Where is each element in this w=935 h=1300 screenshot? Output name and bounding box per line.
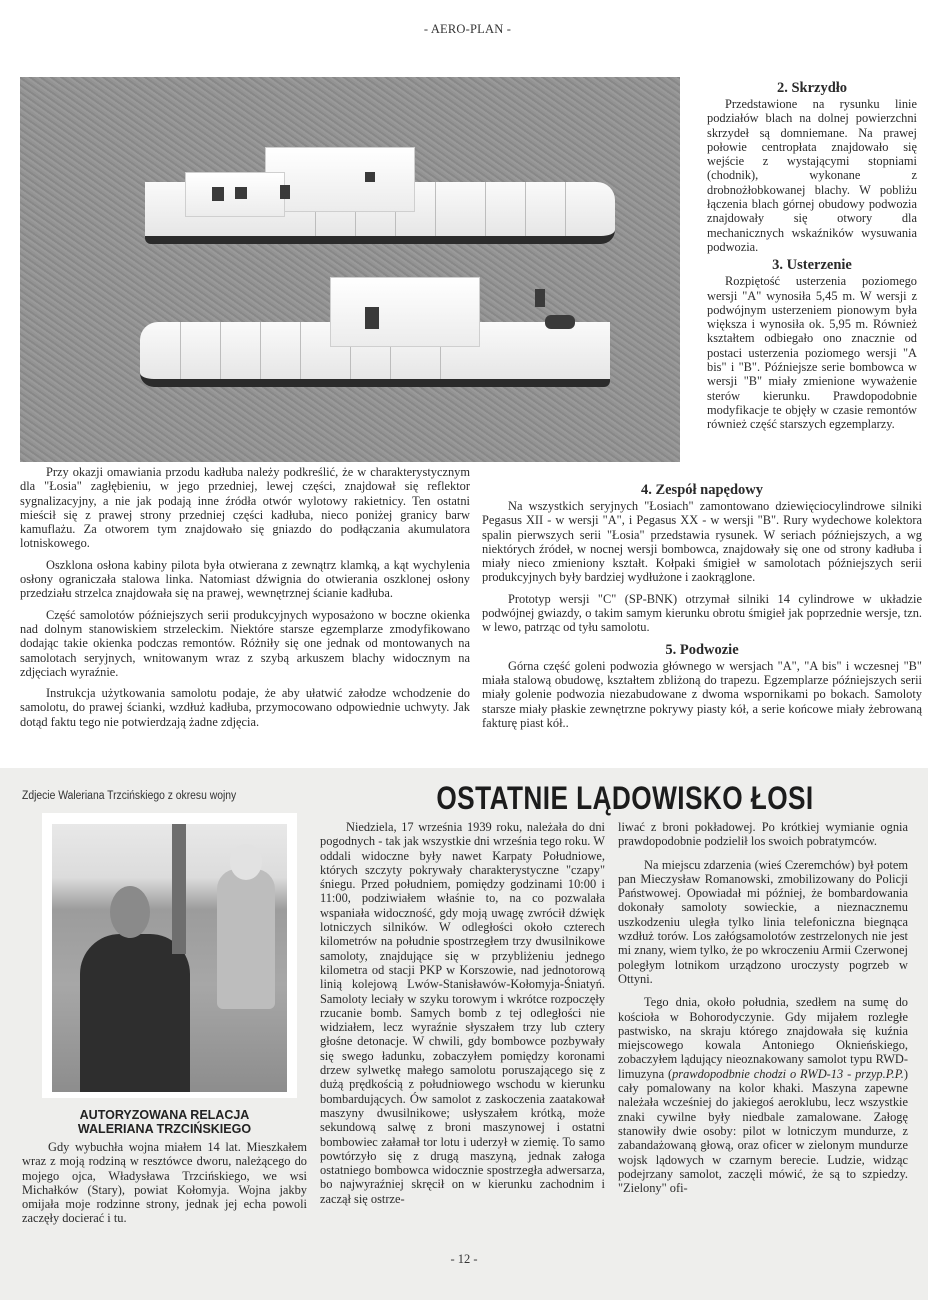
photo-caption: Zdjecie Waleriana Trzcińskiego z okresu wojny	[22, 790, 237, 802]
article-middle-column	[320, 820, 605, 1206]
running-head: - AERO-PLAN -	[423, 22, 512, 36]
right-wide-column	[482, 482, 922, 737]
paragraph: Oszklona osłona kabiny pilota była otwierana z zewnątrz klamką, a kąt wychylenia osłony ograniczała stalowa linka. Natomiast dźwignia do otwierania oszklonej osłony przedziału strzelca znajdowała się na prawej, wewnętrznej ścianie kadłuba.	[20, 557, 470, 601]
left-text-column	[20, 465, 470, 736]
section-heading-tail: 3. Usterzenie	[772, 257, 852, 274]
paragraph: Gdy wybuchła wojna miałem 14 lat. Mieszkałem wraz z moją rodziną w resztówce dworu, należącego do mojego ojca, Władysława Trzcińskiego, we wsi Michałków (Stary), powiat Kołomyja. Wojna jakby omijała moje rodzinne strony, jednak jej echa powoli zaczęły docierać i tu.	[22, 1140, 307, 1226]
article-ostatnie-ladowisko	[0, 768, 928, 1300]
child-figure	[217, 869, 275, 1009]
article-title: OSTATNIE LĄDOWISKO ŁOSI	[436, 780, 814, 816]
paragraph: liwać z broni pokładowej. Po krótkiej wymianie ognia prawdopodobnie podzielił los swoich pobratymców.	[618, 820, 908, 849]
man-head	[110, 886, 150, 938]
paragraph: Na miejscu zdarzenia (wieś Czeremchów) był potem pan Mieczysław Romanowski, zmobilizowany do Policji Państwowej. Opowiadał mi później, że bombardowania dokonały samoloty sowieckie, a nieznacznemu uszkodzeniu uległa tylko linia telefoniczna biegnąca wzdłuż torów. Los załógsamolotów zestrzelonych nie jest mi znany, wiem tylko, że po wkroczeniu Armii Czerwonej poległym lotnikom urządzono uroczysty pogrzeb w Ottyni.	[618, 857, 908, 986]
paragraph: Niedziela, 17 września 1939 roku, należała do dni pogodnych - tak jak wszystkie dni września tego roku. W oddali widoczne były nawet Karpaty Południowe, których szczyty pokrywały charakterystyczne "czapy" śniegu. Przed południem, pomiędzy godzinami 10:00 i 11:00, podziwiałem właśnie to, na co pozwalała wspaniała widoczność, gdy moją uwagę zwrócił dźwięk lotniczych silników. W odległości około czterech kilometrów na południe spostrzegłem trzy dwusilnikowe samoloty, znajdujące się w przybliżeniu jednego kilometra od stacji PKP w Korszowie, nad jednotorową linią kolejową Lwów-Stanisławów-Kołomyja-Śniatyń. Samoloty leciały w szyku torowym i wkrótce rozpoczęły rzucanie bomb. Samych bomb z tej odległości nie widziałem, lecz wyraźnie słyszałem trzy lub cztery głośne detonacje. W chwili, gdy bombowce pozbywały się swego ładunku, zobaczyłem pomiędzy koronami drzew sylwetkę małego samolotu poruszającego się z dużą prędkością z południowego wschodu w kierunku bombardujących. Ów samolot z zaskoczenia zaatakował maszyny dwusilnikowe; usłyszałem krótką, może sekundową salwę z broni maszynowej i ostatni bombowiec załamał tor lotu i uderzył w ziemię. To samo powtórzyło się z drugą maszyną, jednak załoga ostatniego bombowca widocznie spostrzegła adwersarza, bo najwyraźniej skręcił on w kierunku zachodnim i zaczął się ostrze-	[320, 820, 605, 1206]
paragraph: Górna część goleni podwozia głównego w wersjach "A", "A bis" i wczesnej "B" miała stalową obudowę, kształtem zbliżoną do trapezu. Egzemplarze późniejszych serii miały golenie podwozia niezabudowane z dwoma wspornikami po bokach. Samoloty starsze miały płaskie zewnętrzne pokrywy piasty kół, a serie końcowe miały żebrowaną fakturę piast kół..	[482, 658, 922, 730]
paragraph: Tego dnia, około południa, szedłem na sumę do kościoła w Bohorodyczynie. Gdy mijałem rozległe pastwisko, na skraju którego znajdowała się kuźnia miejscowego kowala Antoniego Oknieńskiego, zobaczyłem lądujący nieoznakowany samolot typu RWD-limuzyna (prawdopodbnie chodzi o RWD-13 - przyp.P.P.) cały pomalowany na kolor khaki. Maszyna zapewne należała wcześniej do jakiegoś aeroklubu, lecz wszystkie znaki cywilne były niedbale zamalowane. Załogę stanowiły dwie osoby: pilot w lotniczym mundurze, z zabandażowaną głową, oraz oficer w zielonym mundurze wojsk lądowych w czarnym berecie. Ludzie, widząc podejrzany samolot, zaczęli mówić, że są to szpiedzy. "Zielony" ofi-	[618, 995, 908, 1196]
section-heading-wing: 2. Skrzydło	[776, 80, 848, 96]
editor-note: prawdopodbnie chodzi o RWD-13 - przyp.P.P.	[672, 1066, 904, 1081]
article-intro	[22, 1140, 307, 1226]
fuselage-models-photo	[20, 77, 680, 462]
article-subhead: AUTORYZOWANA RELACJA WALERIANA TRZCIŃSKIEGO	[77, 1108, 252, 1136]
tree-trunk	[172, 824, 186, 954]
man-figure	[80, 934, 190, 1092]
paragraph: Instrukcja użytkowania samolotu podaje, że aby ułatwić załodze wchodzenie do samolotu, do prawej ścianki, wzdłuż kadłuba, przymocowano odpowiednie uchwyty. Jak dotąd faktu tego nie potwierdzają żadne zdjęcia.	[20, 686, 470, 729]
section-heading-powerplant: 4. Zespół napędowy	[640, 482, 764, 498]
page-number: - 12 -	[450, 1252, 478, 1266]
paragraph: Część samolotów późniejszych serii produkcyjnych wyposażono w boczne okienka nad dolnym stanowiskiem strzeleckim. Niektóre starsze egzemplarze zmodyfikowano dodając takie okienka podczas remontów. Różniły się one jednak od montowanych na samolotach seryjnych, wnitowanym wraz z szybą arkuszem blachy widocznym na zdjęciach wyraźnie.	[20, 607, 470, 679]
paragraph: Przy okazji omawiania przodu kadłuba należy podkreślić, że w charakterystycznym dla "Łosia" zagłębieniu, w jego przedniej, lewej części, znajdował się reflektor sygnalizacyjny, a nie jak podają inne źródła otwór wylotowy rakietnicy. Ten ostatni mieścił się z prawej strony przedniej części kadłuba, nieco poniżej granicy barw kamuflażu. Za otworem tym znajdowało się gniazdo do podłączania akumulatora lotniskowego.	[20, 465, 470, 551]
paragraph: Prototyp wersji "C" (SP-BNK) otrzymał silniki 14 cylindrowe w układzie podwójnej gwiazdy, o takim samym kierunku obrotu śmigieł jak poprzednie wersje, tzn. w lewo, patrząc od tyłu samolotu.	[482, 591, 922, 635]
wartime-portrait-photo	[52, 824, 287, 1092]
child-head	[230, 844, 262, 880]
lower-cabin-shape	[330, 277, 480, 347]
upper-cabin-shape	[265, 147, 415, 212]
paragraph: Rozpiętość usterzenia poziomego wersji "A" wynosiła 5,45 m. W wersji z podwójnym usterzeniem pionowym była większa i wynosiła ok. 5,95 m. Również kształtem odbiegało ono znacznie od postaci usterzenia poziomego wersji "A bis" i "B". Późniejsze serie bombowca w wersji "B" miały zmienione wyważenie sterów kierunku. Prawdopodobnie modyfikacje te objęły w czasie remontów również część starszych egzemplarzy.	[707, 274, 917, 432]
article-right-column	[618, 820, 908, 1204]
section-heading-undercarriage: 5. Podwozie	[665, 641, 739, 658]
paragraph: Przedstawione na rysunku linie podziałów blach na dolnej powierzchni skrzydeł są domniemane. Na prawej połowie centropłata znajdowało się wejście z wystającymi stopniami (chodnik), wykonane z drobnożłobkowanej blachy. W pobliżu łączenia blach górnej obudowy podwozia znajdowały się otwory dla mechanicznych wskaźników wysuwania podwozia.	[707, 97, 917, 254]
paragraph: Na wszystkich seryjnych "Łosiach" zamontowano dziewięciocylindrowe silniki Pegasus XII - w wersji "A", i Pegasus XX - w wersji "B". Rury wydechowe kolektora spalin pierwszych serii "Łosia" przedstawia rysunek. W seriach późniejszych, a wg niektórych źródeł, w nocnej wersji bombowca, znajdowały się one od strony kadłuba i miały nieco zmieniony kształt. Kołpaki śmigieł w samolotach późniejszych serii produkcyjnych były bardziej wydłużone i zaokrąglone.	[482, 499, 922, 585]
right-narrow-column	[707, 80, 917, 432]
